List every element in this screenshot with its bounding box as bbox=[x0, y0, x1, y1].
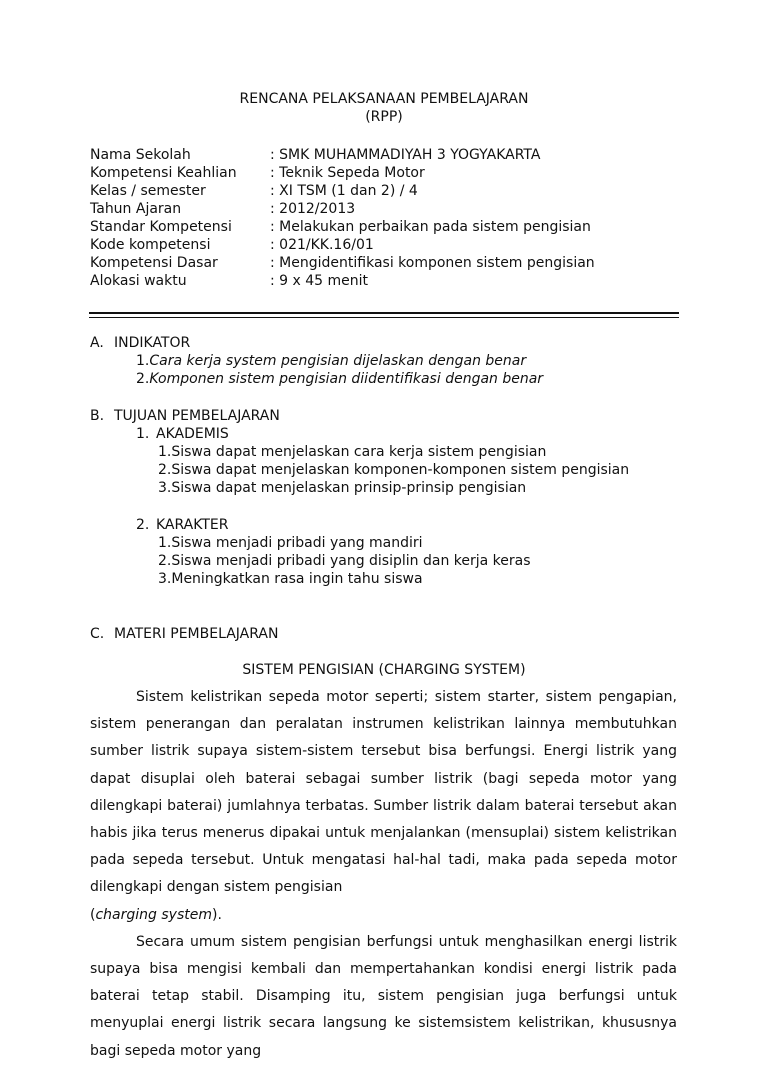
subsection-number: 2. bbox=[136, 517, 150, 533]
list-text: Siswa dapat menjelaskan cara kerja sistem pengisian bbox=[171, 444, 547, 460]
paragraph-text: ). bbox=[211, 906, 222, 923]
subsection-title: KARAKTER bbox=[156, 517, 229, 533]
list-number: 1. bbox=[158, 444, 172, 460]
list-item bbox=[158, 479, 526, 497]
identity-label: Kompetensi Keahlian bbox=[90, 165, 237, 181]
list-text: Komponen sistem pengisian diidentifikasi dengan benar bbox=[149, 371, 544, 387]
subsection-title: AKADEMIS bbox=[156, 426, 229, 442]
list-item bbox=[136, 370, 543, 388]
list-number: 2. bbox=[136, 371, 150, 387]
paragraph: Secara umum sistem pengisian berfungsi untuk menghasilkan energi listrik supaya bisa mengisi kembali dan mempertahankan kondisi energi listrik pada baterai tetap stabil. Disamping itu, sistem pengisian juga berfungsi untuk menyuplai energi listrik secara langsung ke sistemsistem kelistrikan, khususnya bagi sepeda motor yang bbox=[90, 933, 677, 1059]
list-text: Siswa dapat menjelaskan prinsip-prinsip pengisian bbox=[171, 480, 527, 496]
list-text: Siswa menjadi pribadi yang mandiri bbox=[171, 535, 423, 551]
identity-label: Kode kompetensi bbox=[90, 237, 211, 253]
list-number: 2. bbox=[158, 462, 172, 478]
divider-thick bbox=[89, 312, 679, 314]
list-item bbox=[136, 352, 526, 370]
subsection-heading bbox=[136, 425, 229, 443]
identity-value: : XI TSM (1 dan 2) / 4 bbox=[270, 183, 418, 199]
identity-value: : Teknik Sepeda Motor bbox=[270, 165, 425, 181]
identity-label: Alokasi waktu bbox=[90, 273, 187, 289]
section-title: MATERI PEMBELAJARAN bbox=[114, 626, 279, 642]
divider-thin bbox=[89, 317, 679, 318]
list-text: Siswa menjadi pribadi yang disiplin dan kerja keras bbox=[171, 553, 531, 569]
section-heading-c bbox=[90, 625, 278, 643]
document-title: RENCANA PELAKSANAAN PEMBELAJARAN bbox=[239, 91, 529, 107]
list-number: 2. bbox=[158, 553, 172, 569]
emphasis-text: charging system bbox=[95, 906, 212, 923]
section-letter: A. bbox=[90, 335, 104, 351]
paragraph-text: Sistem kelistrikan sepeda motor seperti; sistem starter, sistem pengapian, sistem penerangan dan peralatan instrumen kelistrikan lainnya membutuhkan sumber listrik supaya sistem-sistem tersebut bisa berfungsi. Energi listrik yang dapat disuplai oleh baterai sebagai sumber listrik (bagi sepeda motor yang dilengkapi baterai) jumlahnya terbatas. Sumber listrik dalam baterai tersebut akan habis jika terus menerus dipakai untuk menjalankan (mensuplai) sistem kelistrikan pada sepeda tersebut. Untuk mengatasi hal-hal tadi, maka pada sepeda motor dilengkapi dengan sistem pengisian bbox=[90, 689, 677, 896]
identity-value: : 021/KK.16/01 bbox=[270, 237, 374, 253]
paragraph-text: ( bbox=[90, 906, 96, 923]
identity-label: Nama Sekolah bbox=[90, 147, 191, 163]
list-item bbox=[158, 534, 423, 552]
list-number: 3. bbox=[158, 571, 172, 587]
list-text: Cara kerja system pengisian dijelaskan dengan benar bbox=[149, 353, 527, 369]
identity-value: : 2012/2013 bbox=[270, 201, 356, 217]
list-text: Siswa dapat menjelaskan komponen-komponen sistem pengisian bbox=[171, 462, 630, 478]
identity-value: : 9 x 45 menit bbox=[270, 273, 369, 289]
identity-value: : Mengidentifikasi komponen sistem pengisian bbox=[270, 255, 595, 271]
body-text bbox=[90, 684, 677, 1065]
section-title: TUJUAN PEMBELAJARAN bbox=[114, 408, 280, 424]
section-heading-a bbox=[90, 334, 190, 352]
list-item bbox=[158, 443, 546, 461]
identity-value: : Melakukan perbaikan pada sistem pengisian bbox=[270, 219, 591, 235]
list-number: 1. bbox=[136, 353, 150, 369]
list-number: 1. bbox=[158, 535, 172, 551]
document-subtitle: (RPP) bbox=[365, 109, 403, 125]
list-number: 3. bbox=[158, 480, 172, 496]
section-letter: C. bbox=[90, 626, 105, 642]
identity-label: Kelas / semester bbox=[90, 183, 206, 199]
list-item bbox=[158, 461, 629, 479]
identity-label: Tahun Ajaran bbox=[90, 201, 182, 217]
identity-label: Standar Kompetensi bbox=[90, 219, 232, 235]
identity-label: Kompetensi Dasar bbox=[90, 255, 218, 271]
section-title: INDIKATOR bbox=[114, 335, 191, 351]
materi-heading: SISTEM PENGISIAN (CHARGING SYSTEM) bbox=[242, 662, 526, 678]
subsection-heading bbox=[136, 516, 228, 534]
list-text: Meningkatkan rasa ingin tahu siswa bbox=[171, 571, 423, 587]
paragraph bbox=[90, 684, 677, 929]
identity-value: : SMK MUHAMMADIYAH 3 YOGYAKARTA bbox=[270, 147, 541, 163]
subsection-number: 1. bbox=[136, 426, 150, 442]
section-letter: B. bbox=[90, 408, 105, 424]
section-heading-b bbox=[90, 407, 280, 425]
list-item bbox=[158, 552, 531, 570]
list-item bbox=[158, 570, 423, 588]
